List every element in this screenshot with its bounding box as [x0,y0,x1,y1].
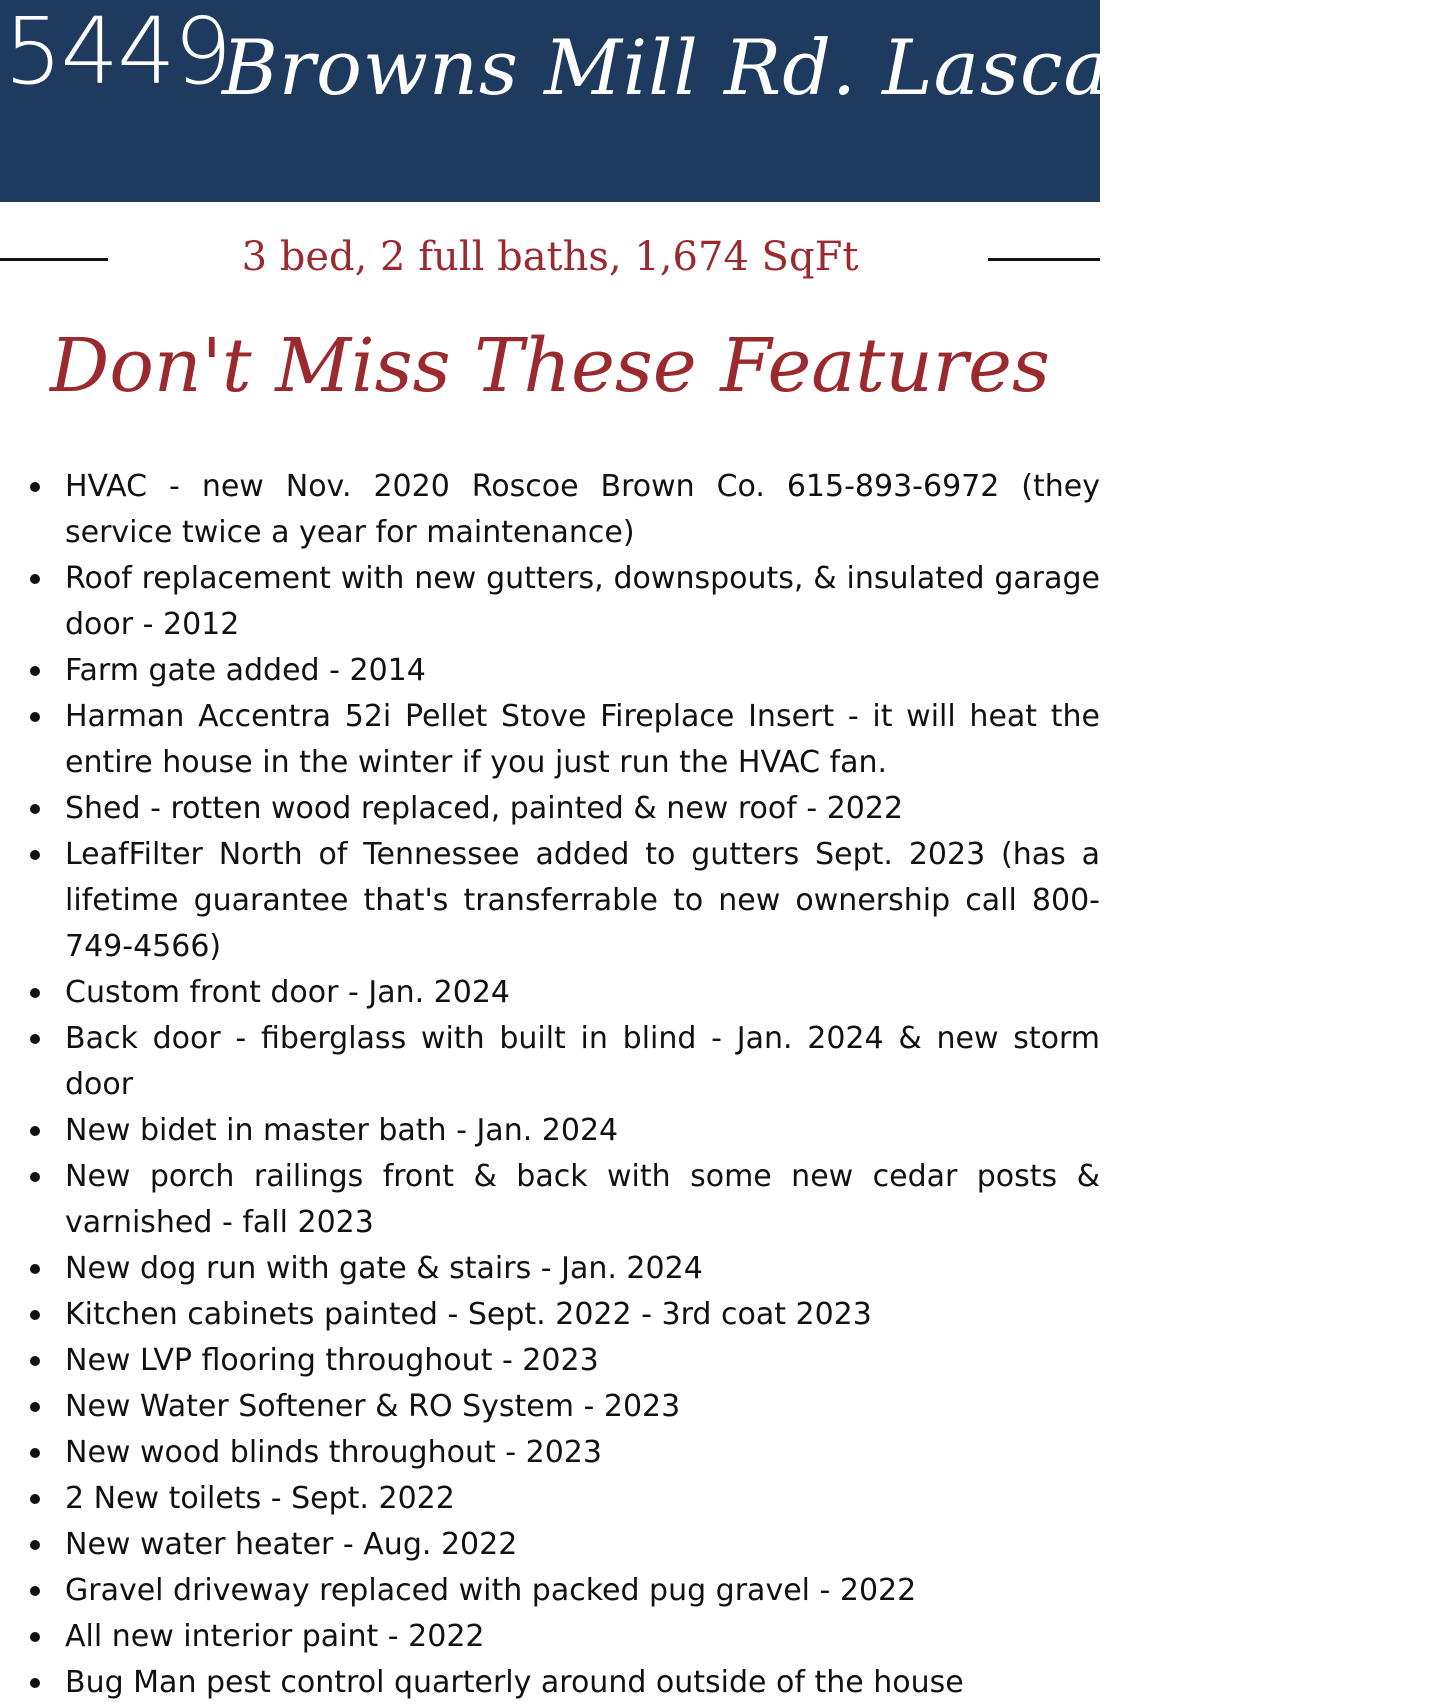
feature-list [0,464,1100,1706]
bullet-icon [30,804,40,814]
feature-text: Back door - fiberglass with built in blind - Jan. 2024 & new storm door [65,1021,1100,1102]
feature-text: Harman Accentra 52i Pellet Stove Fireplace Insert - it will heat the entire house in the winter if you just run the HVAC fan. [65,699,1100,780]
bullet-icon [30,1172,40,1182]
bullet-icon [30,482,40,492]
house-number: 5449 [4,0,231,105]
feature-text: Shed - rotten wood replaced, painted & new roof - 2022 [65,791,904,826]
feature-list-item [0,1338,1100,1384]
feature-list-item [0,556,1100,648]
feature-list-item [0,464,1100,556]
right-divider [988,258,1100,261]
feature-list-item [0,1430,1100,1476]
bullet-icon [30,1402,40,1412]
feature-list-item [0,1660,1100,1706]
bullet-icon [30,1678,40,1688]
bullet-icon [30,712,40,722]
bullet-icon [30,850,40,860]
feature-list-item [0,694,1100,786]
address-banner [0,0,1446,202]
feature-list-item [0,1292,1100,1338]
feature-list-item [0,1614,1100,1660]
feature-text: HVAC - new Nov. 2020 Roscoe Brown Co. 615-893-6972 (they service twice a year for maintenance) [65,469,1100,550]
feature-list-item [0,970,1100,1016]
bullet-icon [30,1310,40,1320]
feature-text: Custom front door - Jan. 2024 [65,975,511,1010]
feature-list-item [0,1476,1100,1522]
feature-list-item [0,1016,1100,1108]
bullet-icon [30,666,40,676]
bullet-icon [30,1632,40,1642]
bullet-icon [30,1540,40,1550]
property-summary: 3 bed, 2 full baths, 1,674 SqFt [241,234,859,280]
feature-text: 2 New toilets - Sept. 2022 [65,1481,455,1516]
feature-list-item [0,648,1100,694]
bullet-icon [30,1586,40,1596]
feature-list-item [0,1154,1100,1246]
feature-list-item [0,786,1100,832]
feature-list-item [0,1246,1100,1292]
street-address: Browns Mill Rd. Lascassas, TN [222,23,1446,112]
feature-text: New water heater - Aug. 2022 [65,1527,518,1562]
feature-text: Farm gate added - 2014 [65,653,426,688]
bullet-icon [30,1494,40,1504]
feature-text: LeafFilter North of Tennessee added to gutters Sept. 2023 (has a lifetime guarantee that's transferrable to new ownership call 800-749-4566) [65,837,1100,964]
feature-list-item [0,832,1100,970]
bullet-icon [30,1264,40,1274]
feature-text: All new interior paint - 2022 [65,1619,485,1654]
bullet-icon [30,1034,40,1044]
feature-text: New porch railings front & back with some new cedar posts & varnished - fall 2023 [65,1159,1100,1240]
feature-text: Gravel driveway replaced with packed pug gravel - 2022 [65,1573,917,1608]
feature-list-item [0,1522,1100,1568]
bullet-icon [30,988,40,998]
property-summary-row [0,230,1100,286]
feature-list-item [0,1384,1100,1430]
feature-text: New dog run with gate & stairs - Jan. 2024 [65,1251,703,1286]
feature-list-item [0,1108,1100,1154]
bullet-icon [30,1448,40,1458]
bullet-icon [30,574,40,584]
bullet-icon [30,1126,40,1136]
feature-text: Kitchen cabinets painted - Sept. 2022 - 3rd coat 2023 [65,1297,872,1332]
bullet-icon [30,1356,40,1366]
feature-text: New Water Softener & RO System - 2023 [65,1389,681,1424]
feature-text: Roof replacement with new gutters, downspouts, & insulated garage door - 2012 [65,561,1100,642]
feature-text: New LVP flooring throughout - 2023 [65,1343,599,1378]
feature-text: Bug Man pest control quarterly around outside of the house [65,1665,964,1700]
feature-text: New wood blinds throughout - 2023 [65,1435,602,1470]
feature-list-item [0,1568,1100,1614]
feature-text: New bidet in master bath - Jan. 2024 [65,1113,619,1148]
features-heading: Don't Miss These Features [50,323,1050,409]
